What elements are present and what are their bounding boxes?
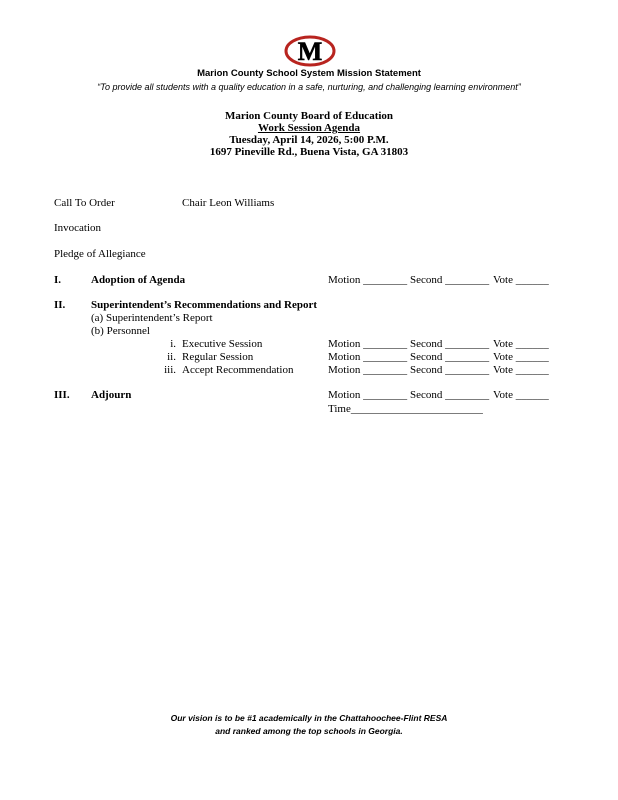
invocation: Invocation [54, 222, 102, 234]
item-adoption-of-agenda: Adoption of Agenda [91, 274, 186, 286]
motion-field: Motion ________ [328, 351, 408, 363]
vote-field: Vote ______ [493, 351, 549, 363]
item-adjourn: Adjourn [91, 389, 132, 401]
second-field: Second ________ [410, 274, 490, 286]
vote-field: Vote ______ [493, 274, 549, 286]
second-field: Second ________ [410, 351, 490, 363]
vote-field: Vote ______ [493, 338, 549, 350]
sub-item-executive-session: Executive Session [182, 338, 263, 350]
personnel: (b) Personnel [91, 325, 150, 337]
chair-name: Chair Leon Williams [182, 197, 275, 209]
motion-field: Motion ________ [328, 274, 408, 286]
item-number: II. [54, 299, 66, 311]
district-logo [284, 35, 336, 67]
motion-field: Motion ________ [328, 389, 408, 401]
agenda-title: Work Session Agenda [257, 122, 361, 134]
vision-statement-line2: and ranked among the top schools in Georgia. [215, 726, 403, 736]
sub-item-number: iii. [164, 364, 176, 376]
vote-field: Vote ______ [493, 364, 549, 376]
sub-item-regular-session: Regular Session [182, 351, 254, 363]
svg-text:M: M [297, 37, 323, 66]
meeting-address: 1697 Pineville Rd., Buena Vista, GA 31803 [209, 146, 409, 158]
sub-item-number: ii. [167, 351, 176, 363]
time-field: Time________________________ [328, 403, 483, 415]
item-number: I. [54, 274, 62, 286]
call-to-order: Call To Order [54, 197, 115, 209]
superintendent-report: (a) Superintendent’s Report [91, 312, 213, 324]
item-number: III. [54, 389, 70, 401]
item-superintendent-recommendations: Superintendent’s Recommendations and Report [91, 299, 318, 311]
second-field: Second ________ [410, 364, 490, 376]
logo-m-icon [284, 35, 336, 67]
board-name: Marion County Board of Education [224, 110, 394, 122]
sub-item-accept-recommendation: Accept Recommendation [182, 364, 294, 376]
mission-title: Marion County School System Mission Statement [197, 68, 421, 79]
second-field: Second ________ [410, 389, 490, 401]
sub-item-number: i. [170, 338, 176, 350]
motion-field: Motion ________ [328, 364, 408, 376]
second-field: Second ________ [410, 338, 490, 350]
meeting-datetime: Tuesday, April 14, 2026, 5:00 P.M. [229, 134, 389, 146]
motion-field: Motion ________ [328, 338, 408, 350]
mission-statement: “To provide all students with a quality education in a safe, nurturing, and challenging learning environment” [97, 82, 521, 92]
vision-statement-line1: Our vision is to be #1 academically in the Chattahoochee-Flint RESA [170, 713, 448, 723]
pledge: Pledge of Allegiance [54, 248, 146, 260]
vote-field: Vote ______ [493, 389, 549, 401]
